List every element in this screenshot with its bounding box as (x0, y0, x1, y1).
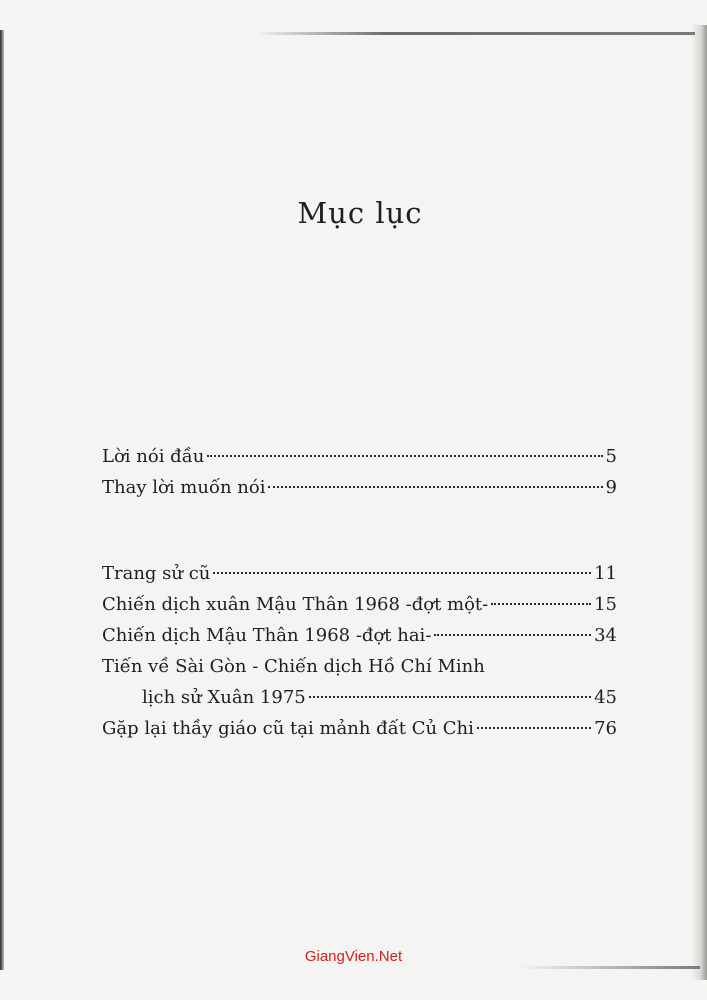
toc-group-front-matter (102, 446, 617, 508)
watermark-text: GiangVien.Net (304, 948, 403, 965)
toc-entry-label: Thay lời muốn nói (102, 477, 266, 498)
toc-entry-mau-than-dot-hai[interactable] (102, 625, 617, 656)
toc-entry-label: Trang sử cũ (102, 563, 211, 584)
toc-entry-mau-than-dot-mot[interactable] (102, 594, 617, 625)
page-edge-right (691, 25, 707, 980)
toc-entry-page: 11 (594, 563, 617, 584)
toc-entry-label: Tiến về Sài Gòn - Chiến dịch Hồ Chí Minh (102, 656, 485, 677)
bottom-rule (520, 966, 700, 969)
toc-entry-trang-su-cu[interactable] (102, 563, 617, 594)
toc-entry-label: Gặp lại thầy giáo cũ tại mảnh đất Củ Chi (102, 718, 474, 739)
page-title: Mục lục (297, 196, 423, 230)
toc-dot-leader (477, 727, 591, 729)
toc-entry-gap-lai-thay-giao[interactable] (102, 718, 617, 749)
toc-dot-leader (434, 634, 591, 636)
toc-entry-thay-loi-muon-noi[interactable] (102, 477, 617, 508)
toc-entry-tien-ve-sai-gon-line2[interactable] (102, 687, 617, 718)
toc-entry-label: Chiến dịch xuân Mậu Thân 1968 -đợt một- (102, 594, 489, 615)
toc-entry-page: 45 (594, 687, 617, 708)
toc-dot-leader (213, 572, 591, 574)
toc-dot-leader (207, 455, 602, 457)
toc-dot-leader (491, 603, 591, 605)
toc-entry-label: Lời nói đầu (102, 446, 205, 467)
toc-entry-page: 15 (594, 594, 617, 615)
toc-entry-page: 76 (594, 718, 617, 739)
top-rule (255, 32, 695, 35)
page-edge-left (0, 30, 4, 970)
toc-entry-page: 5 (605, 446, 617, 467)
toc-entry-loi-noi-dau[interactable] (102, 446, 617, 477)
toc-entry-label: Chiến dịch Mậu Thân 1968 -đợt hai- (102, 625, 432, 646)
toc-dot-leader (309, 696, 591, 698)
toc-entry-tien-ve-sai-gon-line1[interactable] (102, 656, 617, 687)
toc-entry-page: 9 (605, 477, 617, 498)
toc-dot-leader (268, 486, 602, 488)
toc-entry-page: 34 (594, 625, 617, 646)
toc-entry-label: lịch sử Xuân 1975 (142, 687, 306, 708)
toc-group-chapters (102, 563, 617, 749)
